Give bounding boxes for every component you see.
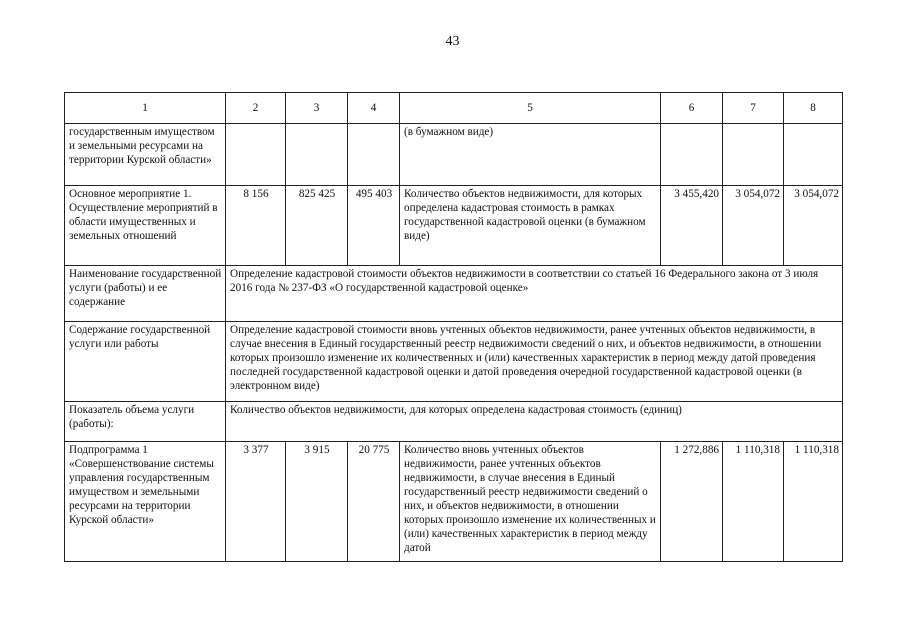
row-title-cell: Подпрограмма 1 «Совершенствование системы управления государственным имуществом и земельными ресурсами на территории Курской области» [65, 442, 226, 562]
value-cell: 8 156 [226, 186, 286, 266]
row-title-cell: Наименование государственной услуги (работы) и ее содержание [65, 266, 226, 322]
table-cell [348, 124, 400, 186]
row-title-cell: Основное мероприятие 1. Осуществление мероприятий в области имущественных и земельных отношений [65, 186, 226, 266]
page-number: 43 [445, 34, 460, 49]
value-cell: 3 915 [286, 442, 348, 562]
header-cell: 2 [226, 93, 286, 124]
indicator-cell: Количество объектов недвижимости, для которых определена кадастровая стоимость в рамках государственной кадастровой оценки (в бумажном виде) [400, 186, 661, 266]
table-row [65, 402, 843, 442]
indicator-cell: (в бумажном виде) [400, 124, 661, 186]
value-cell: 3 054,072 [723, 186, 784, 266]
indicator-cell: Количество вновь учтенных объектов недвижимости, ранее учтенных объектов недвижимости, в случае внесения в Единый государственный реестр недвижимости сведений о них, и объектов недвижимости, в отношении которых произошло изменение их количественных и (или) качественных характеристик в период между датой [400, 442, 661, 562]
value-cell: 3 054,072 [784, 186, 843, 266]
row-title-cell: Содержание государственной услуги или работы [65, 322, 226, 402]
table-row [65, 322, 843, 402]
table-cell [286, 124, 348, 186]
service-content-cell: Определение кадастровой стоимости вновь учтенных объектов недвижимости, ранее учтенных объектов недвижимости, в случае внесения в Единый государственный реестр недвижимости сведений о них, и объектов недвижимости, в отношении которых произошло изменение их количественных и (или) качественных характеристик в период между датой проведения последней государственной кадастровой оценки и датой проведения очередной государственной кадастровой оценки (в электронном виде) [226, 322, 843, 402]
service-name-cell: Определение кадастровой стоимости объектов недвижимости в соответствии со статьей 16 Федерального закона от 3 июля 2016 года № 237-ФЗ «О государственной кадастровой оценке» [226, 266, 843, 322]
table-header-row [65, 93, 843, 124]
value-cell: 1 110,318 [784, 442, 843, 562]
header-cell: 3 [286, 93, 348, 124]
header-cell: 5 [400, 93, 661, 124]
table-row [65, 266, 843, 322]
value-cell: 3 377 [226, 442, 286, 562]
table-cell [723, 124, 784, 186]
table-cell [784, 124, 843, 186]
value-cell: 20 775 [348, 442, 400, 562]
header-cell: 8 [784, 93, 843, 124]
table-cell [226, 124, 286, 186]
table-row [65, 124, 843, 186]
header-cell: 6 [661, 93, 723, 124]
document-table [64, 92, 843, 562]
table-cell [661, 124, 723, 186]
indicator-volume-cell: Количество объектов недвижимости, для которых определена кадастровая стоимость (единиц) [226, 402, 843, 442]
table-row [65, 442, 843, 562]
value-cell: 1 272,886 [661, 442, 723, 562]
table-row [65, 186, 843, 266]
header-cell: 7 [723, 93, 784, 124]
row-title-cell: Показатель объема услуги (работы): [65, 402, 226, 442]
row-title-cell: государственным имуществом и земельными ресурсами на территории Курской области» [65, 124, 226, 186]
value-cell: 3 455,420 [661, 186, 723, 266]
header-cell: 1 [65, 93, 226, 124]
header-cell: 4 [348, 93, 400, 124]
value-cell: 495 403 [348, 186, 400, 266]
value-cell: 825 425 [286, 186, 348, 266]
value-cell: 1 110,318 [723, 442, 784, 562]
